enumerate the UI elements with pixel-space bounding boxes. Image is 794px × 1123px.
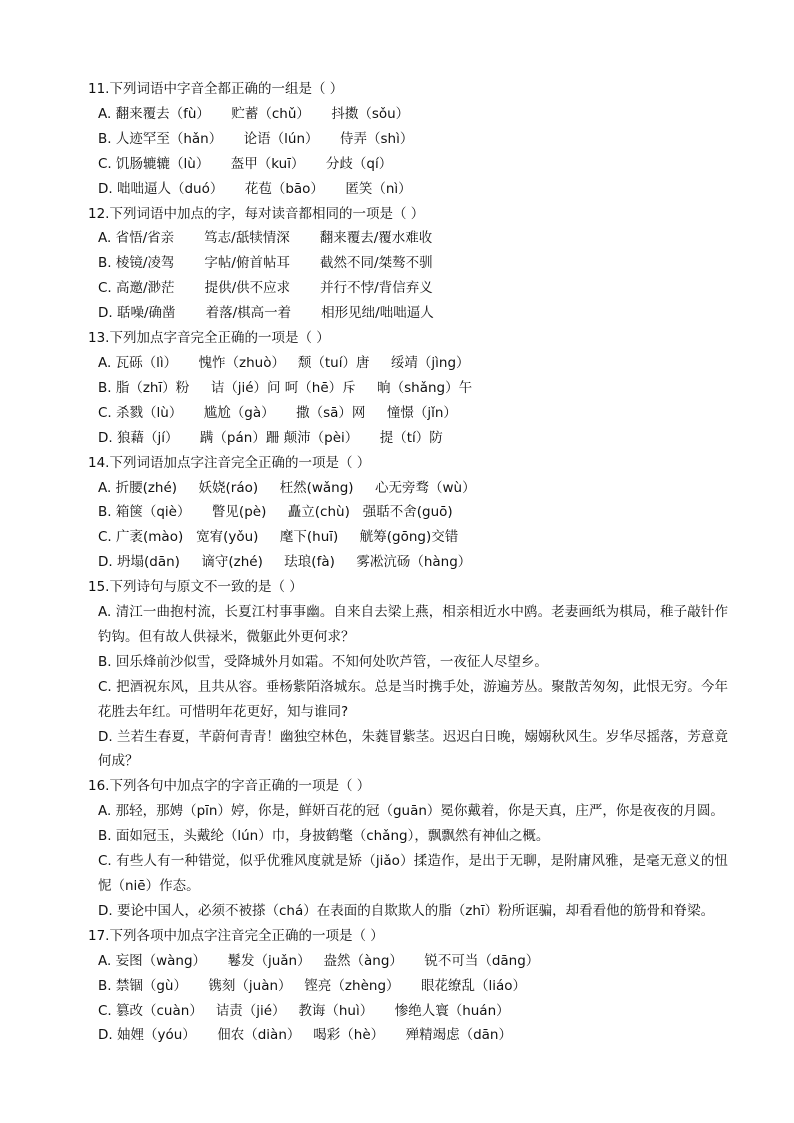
option-b: B. 棱镜/凌驾 字帖/俯首帖耳 截然不同/桀骜不驯 bbox=[98, 255, 433, 272]
option-b: B. 面如冠玉，头戴纶（lún）巾，身披鹤氅（chǎng），飘飘然有神仙之概。 bbox=[98, 828, 550, 845]
option-c: C. 广袤(mào) 宽宥(yǒu) 麾下(huī) 觥筹(gōng)交错 bbox=[98, 529, 459, 546]
option-d: D. 狼藉（jí） 蹒（pán）跚 颠沛（pèi） 提（tí）防 bbox=[98, 429, 443, 446]
option-b: B. 禁锢（gù） 镌刻（juàn） 铿亮（zhèng） 眼花缭乱（liáo） bbox=[98, 977, 526, 994]
option-c: C. 有些人有一种错觉，似乎优雅风度就是矫（jiǎo）揉造作，是出于无聊，是附庸风雅，是毫无意义的忸怩（niē）作态。 bbox=[98, 853, 728, 894]
option-a: A. 那轻，那娉（pīn）婷，你是，鲜妍百花的冠（guān）冕你戴着，你是天真，庄严，你是夜夜的月圆。 bbox=[98, 803, 724, 820]
question-stem: 15.下列诗句与原文不一致的是（ ） bbox=[88, 579, 303, 596]
option-b: B. 箱箧（qiè） 瞥见(pè) 矗立(chù) 强聒不舍(guō) bbox=[98, 504, 453, 521]
option-a: A. 省悟/省亲 笃志/舐犊情深 翻来覆去/覆水难收 bbox=[98, 230, 433, 247]
option-d: D. 聒噪/确凿 着落/棋高一着 相形见绌/咄咄逼人 bbox=[98, 305, 434, 322]
exam-page bbox=[88, 77, 728, 1048]
option-c: C. 饥肠辘辘（lù） 盔甲（kuī） 分歧（qí） bbox=[98, 155, 393, 172]
option-d: D. 妯娌（yóu） 佃农（diàn） 喝彩（hè） 殚精竭虑（dān） bbox=[98, 1027, 512, 1044]
option-b: B. 回乐烽前沙似雪，受降城外月如霜。不知何处吹芦管，一夜征人尽望乡。 bbox=[98, 653, 548, 670]
option-a: A. 清江一曲抱村流，长夏江村事事幽。自来自去梁上燕，相亲相近水中鸥。老妻画纸为棋局，稚子敲针作钓钩。但有故人供禄米，微躯此外更何求？ bbox=[98, 604, 728, 645]
question-11 bbox=[88, 77, 728, 202]
question-stem: 14.下列词语加点字注音完全正确的一项是（ ） bbox=[88, 454, 371, 471]
question-stem: 16.下列各句中加点字的字音正确的一项是（ ） bbox=[88, 778, 371, 795]
question-stem: 17.下列各项中加点字注音完全正确的一项是（ ） bbox=[88, 927, 384, 944]
question-stem: 13.下列加点字音完全正确的一项是（ ） bbox=[88, 330, 330, 347]
question-stem: 11.下列词语中字音全都正确的一组是（ ） bbox=[88, 81, 344, 97]
option-d: D. 坍塌(dān) 谪守(zhé) 珐琅(fà) 雾凇沆砀（hàng） bbox=[98, 554, 472, 571]
option-c: C. 杀戮（lù） 尴尬（gà） 撒（sā）网 憧憬（jǐn） bbox=[98, 404, 457, 421]
option-b: B. 人迹罕至（hǎn） 论语（lún） 侍弄（shì） bbox=[98, 130, 414, 147]
question-16 bbox=[88, 774, 728, 923]
option-a: A. 妄图（wàng） 鬈发（juǎn） 盎然（àng） 锐不可当（dāng） bbox=[98, 952, 540, 969]
question-12 bbox=[88, 202, 728, 327]
question-14 bbox=[88, 451, 728, 576]
question-15 bbox=[88, 575, 728, 774]
question-stem: 12.下列词语中加点的字，每对读音都相同的一项是（ ） bbox=[88, 205, 425, 222]
option-a: A. 瓦砾（lì） 愧怍（zhuò） 颓（tuí）唐 绥靖（jìng） bbox=[98, 354, 470, 371]
option-c: C. 高邀/渺茫 提供/供不应求 并行不悖/背信弃义 bbox=[98, 280, 433, 297]
option-a: A. 翻来覆去（fù） 贮蓄（chǔ） 抖擞（sǒu） bbox=[98, 105, 410, 122]
option-b: B. 脂（zhī）粉 诘（jié）问 呵（hē）斥 晌（shǎng）午 bbox=[98, 379, 473, 396]
question-13 bbox=[88, 326, 728, 451]
question-17 bbox=[88, 924, 728, 1049]
option-a: A. 折腰(zhé) 妖娆(ráo) 枉然(wǎng) 心无旁骛（wù） bbox=[98, 479, 476, 496]
option-c: C. 篡改（cuàn） 诘责（jié） 教诲（huì） 惨绝人寰（huán） bbox=[98, 1002, 510, 1019]
option-d: D. 兰若生春夏，芊蔚何青青！幽独空林色，朱蕤冒紫茎。迟迟白日晚，嫋嫋秋风生。岁华尽摇落，芳意竟何成？ bbox=[98, 728, 728, 770]
option-c: C. 把酒祝东风，且共从容。垂杨紫陌洛城东。总是当时携手处，游遍芳丛。聚散苦匆匆，此恨无穷。今年花胜去年红。可惜明年花更好，知与谁同? bbox=[98, 678, 728, 720]
option-d: D. 要论中国人，必须不被搽（chá）在表面的自欺欺人的脂（zhī）粉所诓骗，却看看他的筋骨和脊梁。 bbox=[98, 902, 715, 919]
option-d: D. 咄咄逼人（duó） 花苞（bāo） 匿笑（nì） bbox=[98, 180, 412, 197]
